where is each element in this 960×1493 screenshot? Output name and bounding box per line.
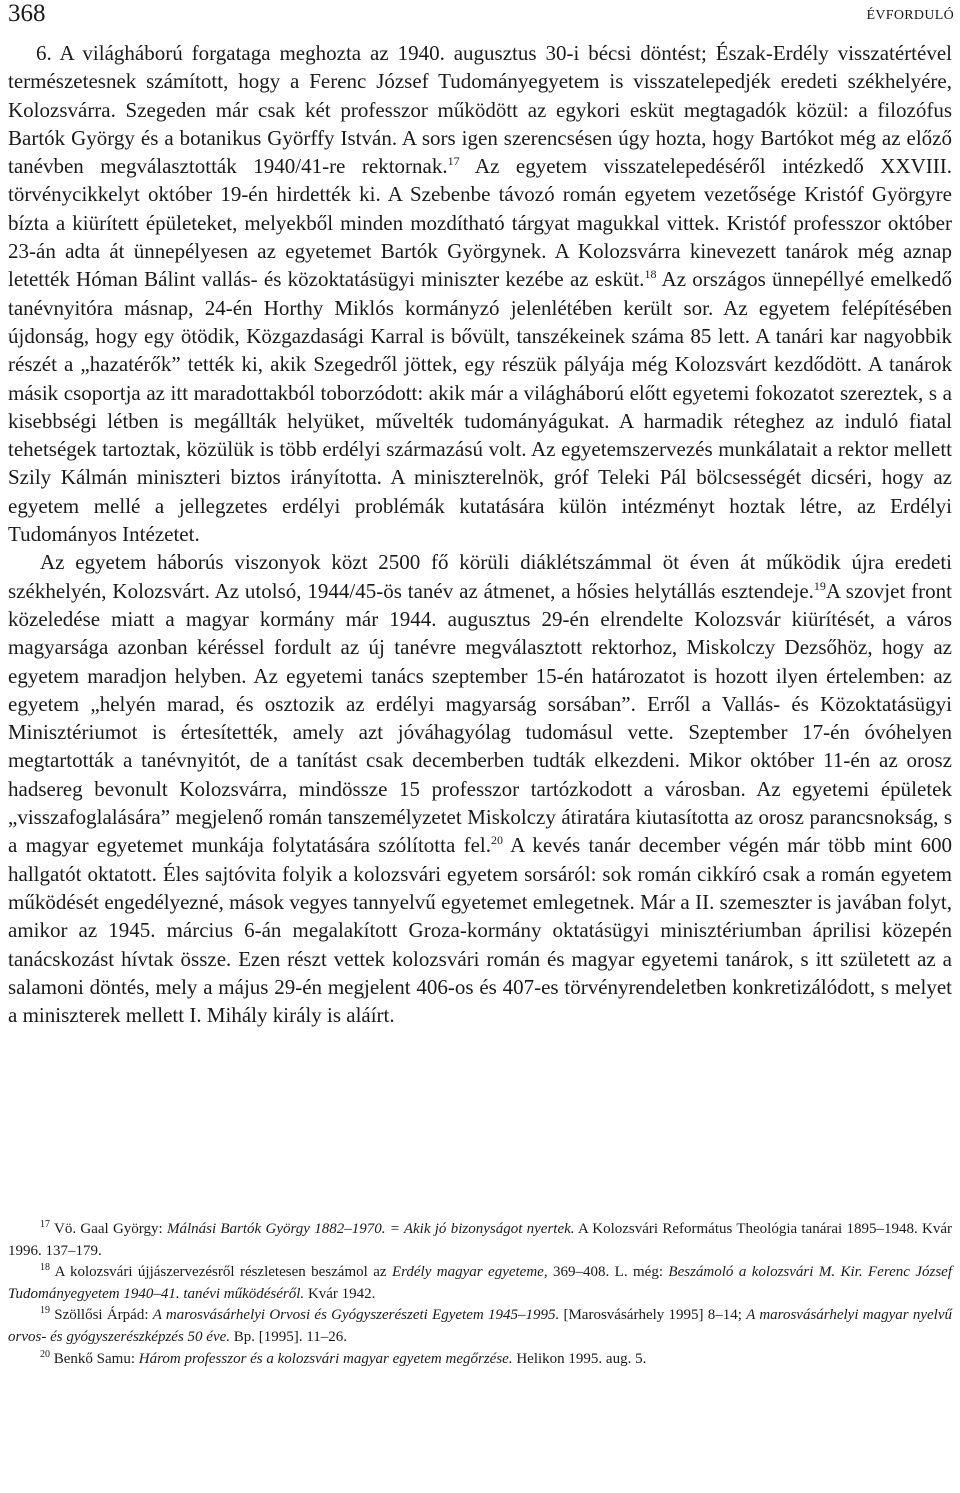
footnote-19 [8, 1305, 952, 1348]
footnote-number: 17 [40, 1219, 50, 1230]
footnote-text: A Kolozsvári Református Theológia tanárai 1895–1948. Kvár 1996. 137–179. [8, 1221, 952, 1259]
footnote-20 [8, 1349, 952, 1371]
footnote-ref-17[interactable]: 17 [447, 154, 460, 169]
footnote-title: A marosvásárhelyi magyar nyelvű orvos- és gyógyszerészképzés 50 éve. [8, 1307, 952, 1345]
footnote-18 [8, 1262, 952, 1305]
paragraph-text: Az országos ünnepéllyé emelkedő tanévnyitóra másnap, 24-én Horthy Miklós kormányzó jelenlétében került sor. Az egyetem felépítésében újdonság, hogy egy ötödik, Közgazdasági Karral is bővült, tanszékeinek száma 85 lett. A tanári kar nagyobbik részét a „hazatérők” tették ki, akik Szegedről jöttek, egy részük pályája még Kolozsvárt kezdődött. A tanárok másik csoportja az itt maradottakból toborzódott: akik már a világháború előtt egyetemi fokozatot szereztek, s a kisebbségi létben is megállták helyüket, művelték tudományágukat. A harmadik réteghez az induló fiatal tehetségek tartoztak, közülük is több erdélyi származású volt. Az egyetemszervezés munkálatait a rektor mellett Szily Kálmán miniszteri biztos irányította. A miniszterelnök, gróf Teleki Pál bölcsességét dicséri, hogy az egyetem mellé a jellegzetes erdélyi problémák kutatására külön intézményt hoztak létre, az Erdélyi Tudományos Intézetet. [8, 267, 952, 547]
footnote-title: Erdély magyar egyeteme, [391, 1264, 548, 1281]
footnote-17 [8, 1219, 952, 1262]
footnote-text: Kvár 1942. [304, 1285, 376, 1302]
footnote-ref-18[interactable]: 18 [644, 267, 657, 282]
footnote-number: 20 [40, 1348, 50, 1360]
footnote-text: [Marosvásárhely 1995] 8–14; [559, 1307, 747, 1324]
footnote-text: Szöllősi Árpád: [50, 1307, 153, 1324]
footnote-number: 19 [40, 1305, 50, 1317]
footnotes [8, 1219, 952, 1370]
paragraph-text: Az egyetem visszatelepedéséről intézkedő XXVIII. törvénycikkelyt október 19-én hirdették ki. A Szebenbe távozó román egyetem vezetősége Kristóf Györgyre bízta a kiürített épületeket, melyekből minden mozdítható tárgyat magukkal vittek. Kristóf professzor október 23-án adta át ünnepélyesen az egyetemet Bartók Györgynek. A Kolozsvárra kinevezett tanárok még aznap letették Hóman Bálint vallás- és közoktatásügyi miniszter kezébe az esküt. [8, 154, 952, 292]
footnote-ref-19[interactable]: 19 [813, 578, 826, 593]
page-number: 368 [8, 0, 46, 27]
paragraph-1 [8, 39, 952, 548]
footnote-title: A marosvásárhelyi Orvosi és Gyógyszerészeti Egyetem 1945–1995. [152, 1307, 560, 1324]
main-text [8, 39, 952, 1029]
footnote-number: 18 [40, 1262, 50, 1274]
footnote-title: Málnási Bartók György 1882–1970. = Akik jó bizonyságot nyertek. [166, 1221, 575, 1237]
running-title: ÉVFORDULÓ [866, 8, 954, 23]
page-header [8, 0, 954, 28]
footnote-ref-20[interactable]: 20 [490, 833, 503, 848]
footnote-text: Vö. Gaal György: [50, 1221, 167, 1237]
footnote-text: Benkő Samu: [50, 1350, 139, 1367]
footnote-text: Helikon 1995. aug. 5. [512, 1350, 647, 1367]
paragraph-text: A szovjet front közeledése miatt a magyar kormány már 1944. augusztus 29-én elrendelte Kolozsvár kiürítését, a város magyarsága azonban kéréssel fordult az új tanévre megválasztott rektorhoz, Miskolczy Dezsőhöz, hogy az egyetem maradjon helyben. Az egyetemi tanács szeptember 15-én határozatot is hozott ilyen értelemben: az egyetem „helyén marad, és osztozik az erdélyi magyarság sorsában”. Erről a Vallás- és Közoktatásügyi Minisztériumot is értesítették, amely azt jóváhagyólag tudomásul vette. Szeptember 17-én óvóhelyen megtartották a tanévnyitót, de a tanítást csak decemberben tudták elkezdeni. Mikor október 11-én az orosz hadsereg bevonult Kolozsvárra, mindössze 15 professzor tartózkodott a városban. Az egyetemi épületek „visszafoglalására” megjelenő román tanszemélyzetet Miskolczy átiratára kiutasította az orosz parancsnokság, s a magyar egyetemet munkája folytatására szólította fel. [8, 578, 952, 858]
paragraph-2 [8, 548, 952, 1029]
paragraph-text: 6. A világháború forgataga meghozta az 1940. augusztus 30-i bécsi döntést; Észak-Erdély visszatértével természetesnek számított, hogy a Ferenc József Tudományegyetem is visszatelepedjék eredeti székhelyére, Kolozsvárra. Szegeden már csak két professzor működött az egykori esküt megtagadók közül: a filozófus Bartók György és a botanikus Györffy István. A sors igen szerencsésen úgy hozta, hogy Bartókot még az előző tanévben megválasztották 1940/41-re rektornak. [8, 41, 952, 179]
footnote-title: Három professzor és a kolozsvári magyar egyetem megőrzése. [138, 1350, 513, 1367]
paragraph-text: A kevés tanár december végén már több mint 600 hallgatót oktatott. Éles sajtóvita folyik a kolozsvári egyetem sorsáról: sok román cikkíró csak a román egyetem működését engedélyezné, mások vegyes tannyelvű egyetemet emlegetnek. Már a II. szemeszter is javában folyt, amikor az 1945. március 6-án megalakított Groza-kormány oktatásügyi minisztériumban áprilisi közepén tanácskozást hívtak össze. Ezen részt vettek kolozsvári román és magyar egyetemi tanárok, s itt született az a salamoni döntés, mely a május 29-én megjelent 406-os és 407-es törvényrendeletben konkretizálódott, s melyet a miniszterek mellett I. Mihály király is aláírt. [8, 833, 952, 1028]
footnote-text: A kolozsvári újjászervezésről részletesen beszámol az [50, 1264, 392, 1281]
footnote-text: 369–408. L. még: [547, 1264, 669, 1281]
footnote-title: Beszámoló a kolozsvári M. Kir. Ferenc József Tudományegyetem 1940–41. tanévi működéséről. [8, 1264, 953, 1302]
footnote-text: Bp. [1995]. 11–26. [230, 1328, 347, 1345]
paragraph-text: Az egyetem háborús viszonyok közt 2500 fő körüli diáklétszámmal öt éven át működik újra eredeti székhelyén, Kolozsvárt. Az utolsó, 1944/45-ös tanév az átmenet, a hősies helytállás esztendeje. [8, 550, 952, 603]
